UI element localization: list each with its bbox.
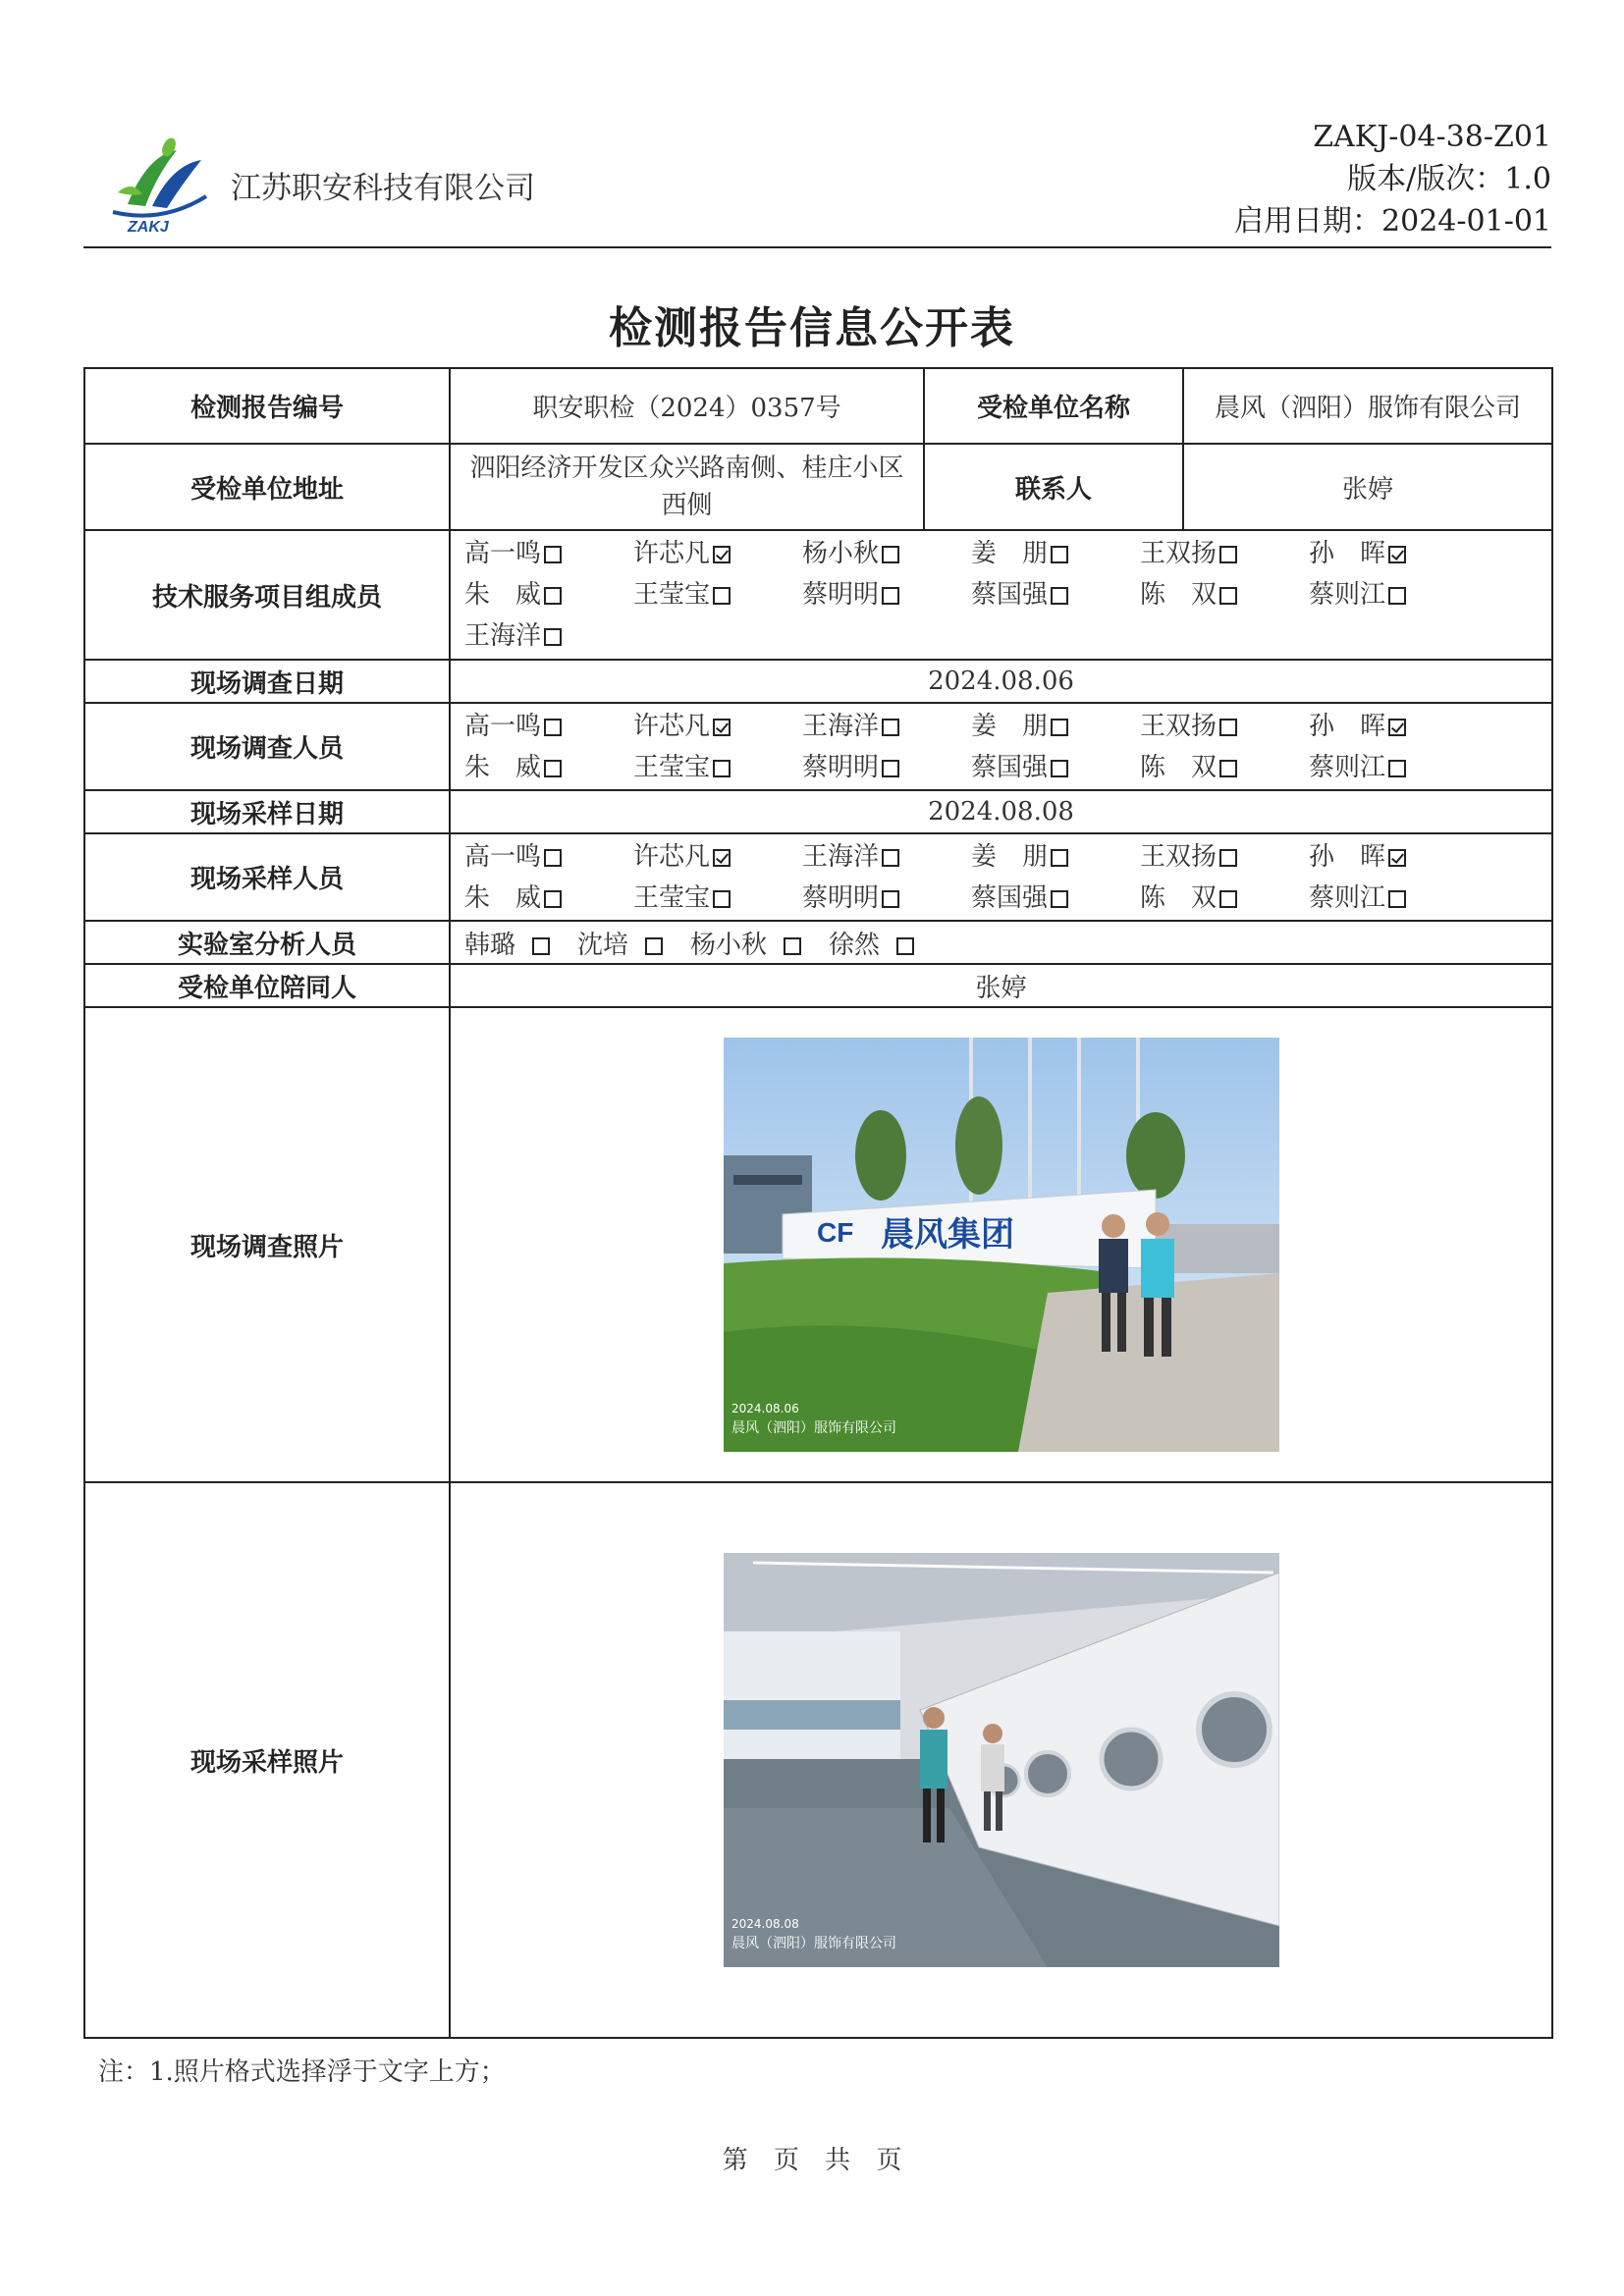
unchecked-checkbox[interactable] (1219, 587, 1237, 605)
person-checkbox-item (1309, 535, 1478, 572)
survey-photo-cell (450, 1007, 1552, 1482)
sampling-date-label: 现场采样日期 (84, 790, 450, 833)
person-name: 王莹宝 (633, 580, 711, 610)
survey-staff (450, 703, 1552, 790)
unchecked-checkbox[interactable] (1219, 760, 1237, 777)
unchecked-checkbox[interactable] (1388, 890, 1406, 908)
person-checkbox-item (1140, 880, 1309, 917)
unchecked-checkbox[interactable] (1051, 719, 1068, 736)
person-checkbox-item (971, 838, 1140, 876)
unchecked-checkbox[interactable] (645, 937, 663, 955)
report-no-label: 检测报告编号 (84, 368, 450, 444)
svg-text:CF: CF (816, 1217, 853, 1248)
doc-version: 版本/版次：1.0 (1347, 162, 1551, 196)
person-name: 蔡国强 (971, 882, 1049, 913)
person-checkbox-item (802, 535, 971, 572)
person-checkbox-item (633, 708, 802, 745)
person-name: 许芯凡 (633, 539, 711, 568)
person-checkbox-item (1309, 838, 1478, 876)
person-name: 高一鸣 (464, 539, 542, 568)
team-members (450, 530, 1552, 660)
survey-photo-label: 现场调查照片 (84, 1007, 450, 1482)
unchecked-checkbox[interactable] (544, 890, 562, 908)
unchecked-checkbox[interactable] (896, 937, 914, 955)
doc-effective-date: 启用日期：2024-01-01 (1234, 204, 1551, 239)
report-info-table (83, 367, 1553, 2039)
person-checkbox-item (464, 535, 633, 572)
person-checkbox-item (971, 880, 1140, 917)
person-name: 蔡则江 (1309, 882, 1386, 913)
person-checkbox-item (802, 749, 971, 786)
table-row (84, 1482, 1552, 2038)
checked-checkbox[interactable] (1388, 849, 1406, 867)
person-checkbox-item (464, 617, 633, 655)
escort-value: 张婷 (450, 964, 1552, 1007)
header-divider (83, 246, 1551, 248)
person-checkbox-item (1140, 535, 1309, 572)
person-name: 王莹宝 (633, 882, 711, 913)
escort-label: 受检单位陪同人 (84, 964, 450, 1007)
sampling-date-value: 2024.08.08 (450, 790, 1552, 833)
report-no-value: 职安职检（2024）0357号 (450, 368, 924, 444)
unchecked-checkbox[interactable] (713, 760, 731, 777)
unchecked-checkbox[interactable] (532, 937, 550, 955)
table-row (84, 703, 1552, 790)
unit-name-label: 受检单位名称 (924, 368, 1183, 444)
unit-name-value: 晨风（泗阳）服饰有限公司 (1183, 368, 1552, 444)
person-name: 蔡国强 (971, 752, 1049, 782)
unchecked-checkbox[interactable] (882, 546, 899, 563)
sampling-photo-label: 现场采样照片 (84, 1482, 450, 2038)
person-name: 陈 双 (1140, 752, 1218, 782)
checked-checkbox[interactable] (1388, 719, 1406, 736)
checked-checkbox[interactable] (713, 719, 731, 736)
person-name: 许芯凡 (633, 841, 711, 872)
person-name: 孙 晖 (1309, 539, 1386, 568)
person-name: 杨小秋 (802, 539, 880, 568)
page-header (83, 116, 1551, 248)
lab-staff (450, 921, 1552, 964)
survey-staff-label: 现场调查人员 (84, 703, 450, 790)
person-checkbox-item (829, 931, 928, 960)
person-checkbox-item (971, 535, 1140, 572)
sampling-staff-label: 现场采样人员 (84, 833, 450, 921)
unchecked-checkbox[interactable] (1388, 587, 1406, 605)
checkbox-list (464, 838, 1538, 917)
survey-photo (724, 1038, 1279, 1452)
checkbox-list (464, 925, 1538, 961)
person-name: 蔡明明 (802, 882, 880, 913)
person-checkbox-item (464, 576, 633, 614)
unchecked-checkbox[interactable] (1219, 719, 1237, 736)
unchecked-checkbox[interactable] (784, 937, 801, 955)
person-name: 杨小秋 (690, 930, 768, 960)
table-row (84, 921, 1552, 964)
svg-text:2024.08.06: 2024.08.06 (731, 1402, 799, 1415)
person-checkbox-item (633, 576, 802, 614)
person-name: 朱 威 (464, 580, 542, 610)
person-name: 陈 双 (1140, 882, 1218, 913)
person-name: 王双扬 (1140, 539, 1218, 568)
table-row (84, 444, 1552, 530)
table-row (84, 530, 1552, 660)
svg-text:2024.08.08: 2024.08.08 (731, 1917, 799, 1931)
checked-checkbox[interactable] (713, 546, 731, 563)
person-checkbox-item (464, 931, 564, 960)
unchecked-checkbox[interactable] (1051, 760, 1068, 777)
person-checkbox-item (971, 749, 1140, 786)
sampling-staff (450, 833, 1552, 921)
person-checkbox-item (1140, 838, 1309, 876)
person-checkbox-item (464, 880, 633, 917)
person-name: 蔡则江 (1309, 580, 1386, 610)
person-name: 高一鸣 (464, 841, 542, 872)
unchecked-checkbox[interactable] (544, 849, 562, 867)
unchecked-checkbox[interactable] (544, 546, 562, 563)
person-checkbox-item (577, 931, 677, 960)
unchecked-checkbox[interactable] (882, 587, 899, 605)
person-name: 王双扬 (1140, 711, 1218, 741)
checkbox-list (464, 535, 1538, 655)
person-checkbox-item (464, 749, 633, 786)
table-row (84, 368, 1552, 444)
person-checkbox-item (1309, 749, 1478, 786)
person-checkbox-item (971, 708, 1140, 745)
unchecked-checkbox[interactable] (882, 719, 899, 736)
checked-checkbox[interactable] (713, 849, 731, 867)
svg-text:晨风集团: 晨风集团 (880, 1215, 1014, 1255)
person-checkbox-item (1309, 708, 1478, 745)
person-checkbox-item (633, 838, 802, 876)
page-number: 第 页 共 页 (722, 2146, 902, 2175)
unchecked-checkbox[interactable] (1219, 849, 1237, 867)
person-checkbox-item (802, 576, 971, 614)
unchecked-checkbox[interactable] (544, 587, 562, 605)
person-checkbox-item (971, 576, 1140, 614)
person-name: 姜 朋 (971, 711, 1049, 741)
unchecked-checkbox[interactable] (1219, 890, 1237, 908)
sampling-photo (724, 1553, 1279, 1967)
person-checkbox-item (1309, 576, 1478, 614)
person-name: 孙 晖 (1309, 711, 1386, 741)
person-name: 王海洋 (802, 711, 880, 741)
contact-label: 联系人 (924, 444, 1183, 530)
sampling-photo-cell (450, 1482, 1552, 2038)
person-checkbox-item (802, 708, 971, 745)
unchecked-checkbox[interactable] (1219, 546, 1237, 563)
lab-staff-label: 实验室分析人员 (84, 921, 450, 964)
svg-text:晨风（泗阳）服饰有限公司: 晨风（泗阳）服饰有限公司 (731, 1936, 896, 1951)
document-meta (1234, 116, 1551, 242)
person-checkbox-item (802, 880, 971, 917)
unchecked-checkbox[interactable] (1051, 890, 1068, 908)
person-name: 徐然 (829, 930, 881, 960)
table-row (84, 964, 1552, 1007)
doc-code: ZAKJ-04-38-Z01 (1313, 120, 1551, 154)
person-checkbox-item (633, 749, 802, 786)
footnote: 注：1.照片格式选择浮于文字上方； (98, 2057, 506, 2087)
company-name: 江苏职安科技有限公司 (231, 171, 535, 206)
person-name: 王海洋 (464, 621, 542, 651)
person-name: 韩璐 (464, 930, 516, 960)
table-row (84, 1007, 1552, 1482)
table-row (84, 833, 1552, 921)
table-row (84, 790, 1552, 833)
person-name: 许芯凡 (633, 711, 711, 741)
person-checkbox-item (1140, 576, 1309, 614)
person-checkbox-item (464, 708, 633, 745)
contact-value: 张婷 (1183, 444, 1552, 530)
person-checkbox-item (464, 838, 633, 876)
person-checkbox-item (1309, 880, 1478, 917)
person-name: 姜 朋 (971, 539, 1049, 568)
person-checkbox-item (1140, 749, 1309, 786)
person-name: 沈培 (577, 930, 629, 960)
survey-date-label: 现场调查日期 (84, 660, 450, 703)
person-checkbox-item (633, 535, 802, 572)
person-name: 蔡国强 (971, 580, 1049, 610)
unchecked-checkbox[interactable] (544, 760, 562, 777)
survey-date-value: 2024.08.06 (450, 660, 1552, 703)
person-name: 王莹宝 (633, 752, 711, 782)
person-checkbox-item (802, 838, 971, 876)
checked-checkbox[interactable] (1388, 546, 1406, 563)
person-name: 王双扬 (1140, 841, 1218, 872)
checkbox-list (464, 708, 1538, 786)
page-title: 检测报告信息公开表 (609, 303, 1015, 353)
person-name: 孙 晖 (1309, 841, 1386, 872)
address-value: 泗阳经济开发区众兴路南侧、桂庄小区西侧 (450, 444, 924, 530)
unchecked-checkbox[interactable] (882, 890, 899, 908)
person-name: 高一鸣 (464, 711, 542, 741)
unchecked-checkbox[interactable] (1051, 587, 1068, 605)
svg-text:晨风（泗阳）服饰有限公司: 晨风（泗阳）服饰有限公司 (731, 1420, 896, 1436)
unchecked-checkbox[interactable] (544, 719, 562, 736)
person-name: 朱 威 (464, 752, 542, 782)
unchecked-checkbox[interactable] (1051, 546, 1068, 563)
svg-text:ZAKJ: ZAKJ (128, 219, 169, 234)
unchecked-checkbox[interactable] (713, 890, 731, 908)
unchecked-checkbox[interactable] (882, 849, 899, 867)
person-name: 蔡明明 (802, 752, 880, 782)
person-name: 姜 朋 (971, 841, 1049, 872)
table-row (84, 660, 1552, 703)
unchecked-checkbox[interactable] (1388, 760, 1406, 777)
unchecked-checkbox[interactable] (544, 628, 562, 646)
person-checkbox-item (633, 880, 802, 917)
team-label: 技术服务项目组成员 (84, 530, 450, 660)
person-name: 朱 威 (464, 882, 542, 913)
unchecked-checkbox[interactable] (713, 587, 731, 605)
company-logo (108, 135, 216, 234)
person-name: 蔡则江 (1309, 752, 1386, 782)
unchecked-checkbox[interactable] (882, 760, 899, 777)
person-checkbox-item (1140, 708, 1309, 745)
address-label: 受检单位地址 (84, 444, 450, 530)
person-name: 陈 双 (1140, 580, 1218, 610)
person-checkbox-item (690, 931, 815, 960)
person-name: 蔡明明 (802, 580, 880, 610)
unchecked-checkbox[interactable] (1051, 849, 1068, 867)
person-name: 王海洋 (802, 841, 880, 872)
